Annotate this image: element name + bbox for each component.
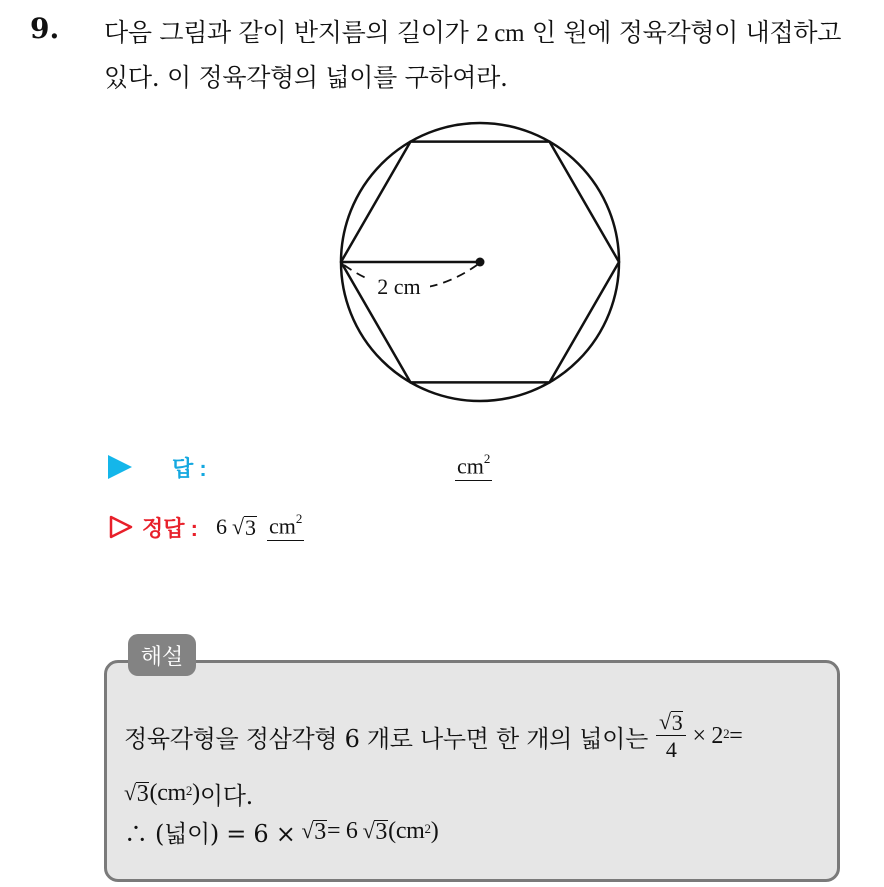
question-number: 9. xyxy=(30,12,60,45)
correct-answer-value: 6 √ 3 $cm^2$ xyxy=(215,510,303,540)
answer-row xyxy=(108,447,207,487)
radius-unit: cm xyxy=(494,20,525,47)
correct-answer-label: 정답 : xyxy=(142,515,198,541)
answer-unit: cm xyxy=(457,453,484,479)
outline-play-icon xyxy=(108,514,134,540)
explanation-box xyxy=(104,660,840,882)
explanation-line-2: √ 3 ( cm $^2$ ) 이다. xyxy=(124,779,253,810)
radius-value: 2 xyxy=(476,20,489,47)
play-icon xyxy=(108,455,132,479)
question-text xyxy=(104,11,874,100)
correct-answer-row xyxy=(108,507,304,547)
fraction-sqrt3-over-4: √ 3 4 xyxy=(656,709,686,764)
explanation-tag: 해설 xyxy=(128,634,196,676)
explanation-line-1: 정육각형을 정삼각형 6 개로 나누면 한 개의 넓이는 √ 3 4 × 2 $^2$ = xyxy=(124,708,743,762)
question-line-1: 다음 그림과 같이 반지름의 길이가 2 cm 인 원에 정육각형이 내접하고 xyxy=(104,18,842,47)
explanation-line-3: ∴ (넓이) = 6 × √ 3 = 6 √ 3 ( cm $^2$ ) xyxy=(124,817,439,848)
question-line-2: 있다. 이 정육각형의 넓이를 구하여라. xyxy=(104,63,508,92)
radius-label: 2 cm xyxy=(377,274,421,299)
hexagon-in-circle-figure xyxy=(330,112,630,412)
answer-blank[interactable]: $cm^2$ xyxy=(455,447,492,487)
answer-label: 답 : xyxy=(172,455,207,481)
